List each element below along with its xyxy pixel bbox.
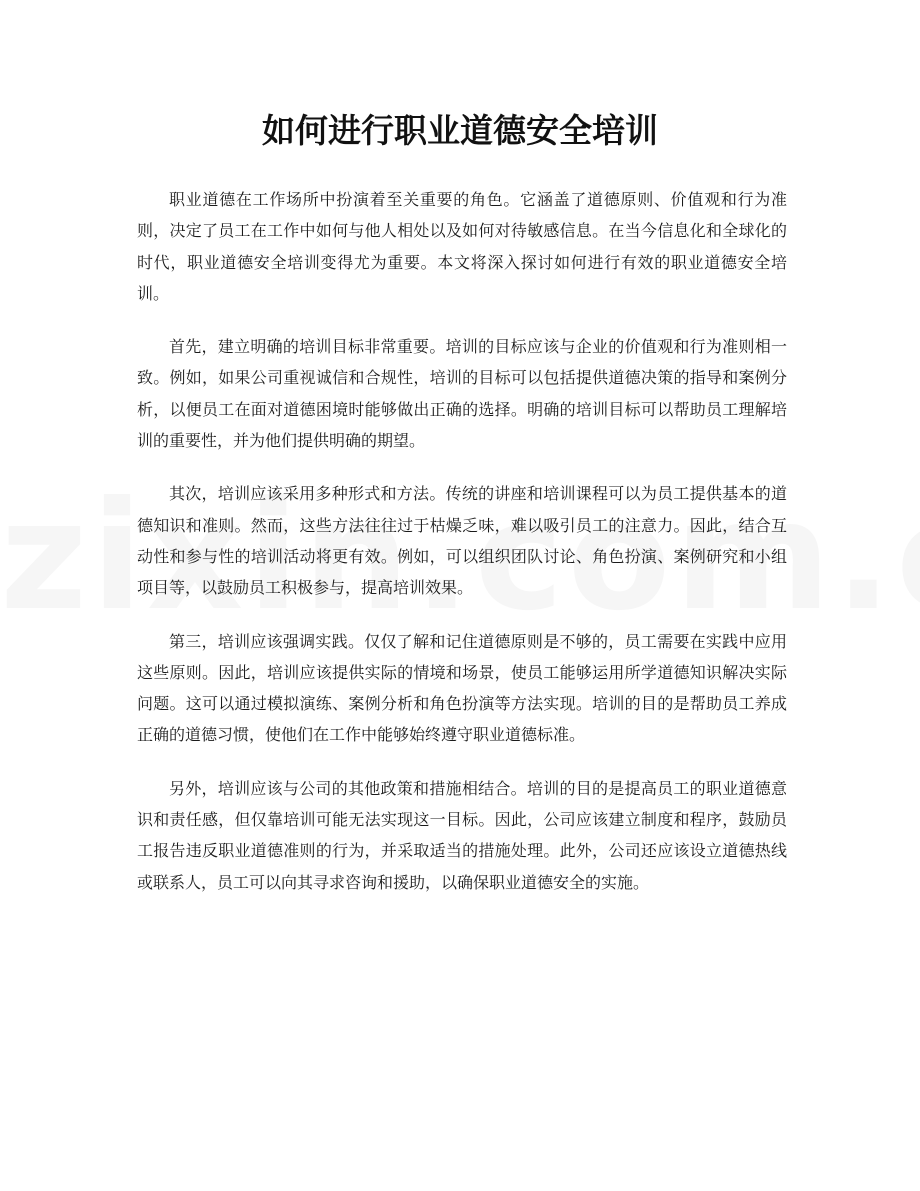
paragraph-4: 第三，培训应该强调实践。仅仅了解和记住道德原则是不够的，员工需要在实践中应用这些原则。因此，培训应该提供实际的情境和场景，使员工能够运用所学道德知识解决实际问题。这可以通过模拟演练、案例分析和角色扮演等方法实现。培训的目的是帮助员工养成正确的道德习惯，使他们在工作中能够始终遵守职业道德标准。 [137,631,787,745]
paragraph-3: 其次，培训应该采用多种形式和方法。传统的讲座和培训课程可以为员工提供基本的道德知识和准则。然而，这些方法往往过于枯燥乏味，难以吸引员工的注意力。因此，结合互动性和参与性的培训活动将更有效。例如，可以组织团队讨论、角色扮演、案例研究和小组项目等，以鼓励员工积极参与，提高培训效果。 [137,484,787,598]
document-body [137,184,787,920]
paragraph-5: 另外，培训应该与公司的其他政策和措施相结合。培训的目的是提高员工的职业道德意识和责任感，但仅靠培训可能无法实现这一目标。因此，公司应该建立制度和程序，鼓励员工报告违反职业道德准则的行为，并采取适当的措施处理。此外，公司还应该设立道德热线或联系人，员工可以向其寻求咨询和援助，以确保职业道德安全的实施。 [137,778,787,892]
paragraph-1: 职业道德在工作场所中扮演着至关重要的角色。它涵盖了道德原则、价值观和行为准则，决定了员工在工作中如何与他人相处以及如何对待敏感信息。在当今信息化和全球化的时代，职业道德安全培训变得尤为重要。本文将深入探讨如何进行有效的职业道德安全培训。 [137,190,787,303]
paragraph-2: 首先，建立明确的培训目标非常重要。培训的目标应该与企业的价值观和行为准则相一致。例如，如果公司重视诚信和合规性，培训的目标可以包括提供道德决策的指导和案例分析，以便员工在面对道德困境时能够做出正确的选择。明确的培训目标可以帮助员工理解培训的重要性，并为他们提供明确的期望。 [137,337,787,451]
document-title: 如何进行职业道德安全培训 [262,111,658,150]
